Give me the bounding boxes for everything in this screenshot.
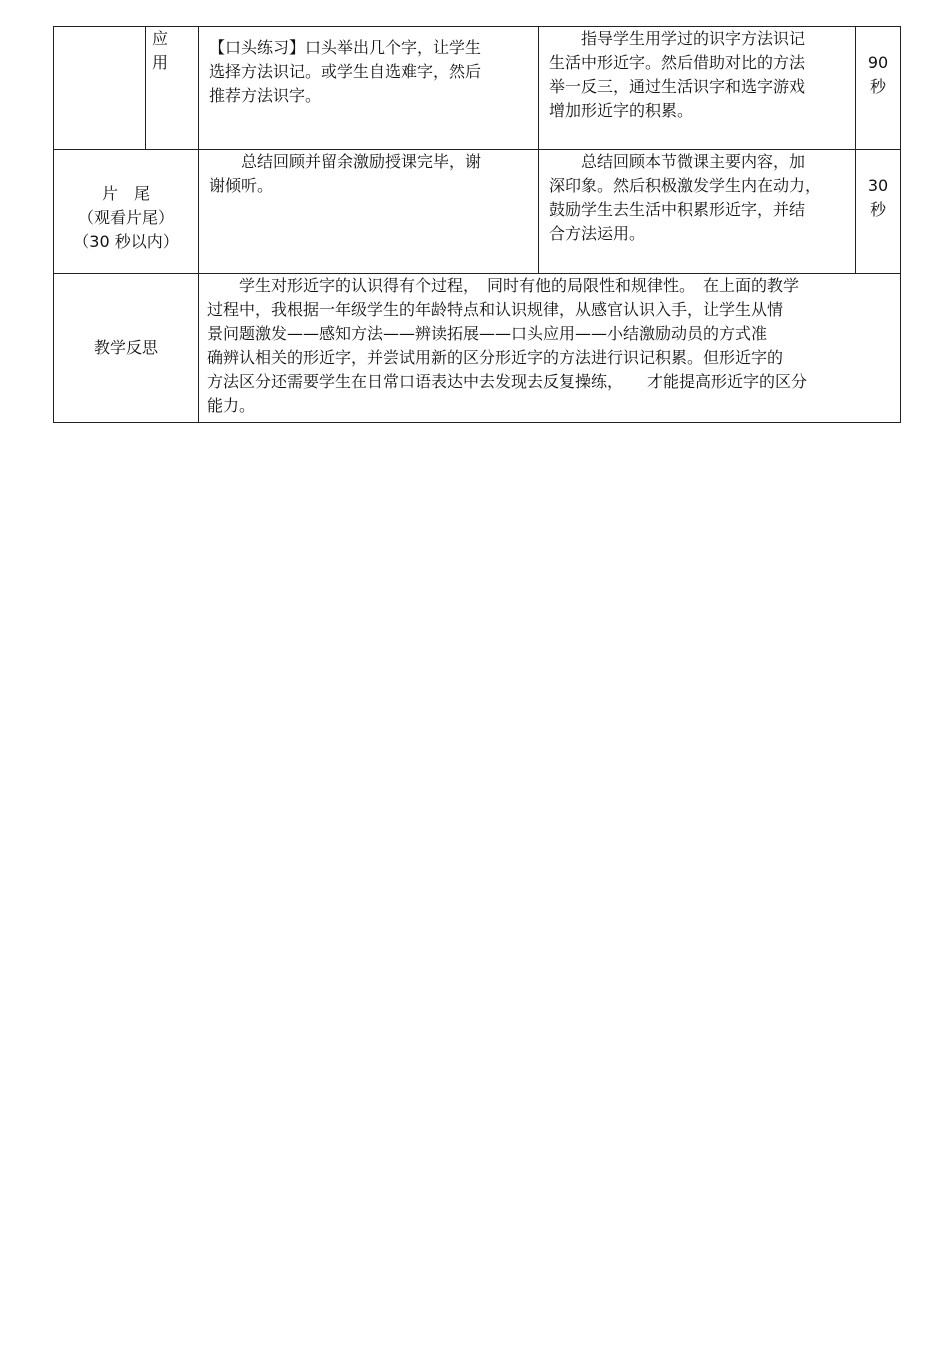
intent-text-line: 举一反三，通过生活识字和选字游戏	[549, 77, 806, 96]
substage-cell	[146, 27, 199, 150]
intent-text-line: 生活中形近字。然后借助对比的方法	[549, 53, 806, 72]
activity-cell	[199, 150, 539, 274]
intent-text-line: 总结回顾本节微课主要内容，加	[581, 152, 806, 171]
activity-text-line: 推荐方法识字。	[209, 86, 322, 105]
table-row-application	[54, 27, 901, 150]
time-cell	[856, 27, 901, 150]
reflection-text-line: 方法区分还需要学生在日常口语表达中去发现去反复操练， 才能提高形近字的区分	[207, 372, 808, 391]
stage-label-line: （30 秒以内）	[73, 231, 179, 251]
time-value: 30	[867, 176, 889, 195]
stage-cell-empty	[54, 27, 146, 150]
substage-label-line: 应	[152, 29, 169, 48]
table-row-reflection	[54, 274, 901, 423]
intent-cell	[539, 27, 856, 150]
reflection-text-line: 确辨认相关的形近字，并尝试用新的区分形近字的方法进行识记积累。但形近字的	[207, 348, 784, 367]
time-unit: 秒	[869, 200, 886, 219]
intent-text-line: 合方法运用。	[549, 224, 646, 243]
stage-cell-ending	[54, 150, 199, 274]
time-cell	[856, 150, 901, 274]
reflection-text-cell	[199, 274, 901, 423]
substage-label-line: 用	[152, 53, 169, 72]
table-row-ending	[54, 150, 901, 274]
activity-text-line: 【口头练习】口头举出几个字，让学生	[209, 38, 482, 57]
reflection-text-line: 景问题激发——感知方法——辨读拓展——口头应用——小结激励动员的方式准	[207, 324, 768, 343]
stage-label-line: 片 尾	[101, 183, 150, 203]
intent-text-line: 深印象。然后积极激发学生内在动力，	[549, 176, 822, 195]
reflection-text-line: 过程中，我根据一年级学生的年龄特点和认识规律，从感官认识入手，让学生从情	[207, 300, 784, 319]
reflection-text-line: 学生对形近字的认识得有个过程， 同时有他的局限性和规律性。 在上面的教学	[239, 276, 800, 295]
time-unit: 秒	[869, 77, 886, 96]
time-value: 90	[867, 53, 889, 72]
reflection-label-cell	[54, 274, 199, 423]
reflection-text-line: 能力。	[207, 396, 256, 415]
intent-cell	[539, 150, 856, 274]
activity-text-line: 总结回顾并留余激励授课完毕，谢	[241, 152, 482, 171]
intent-text-line: 增加形近字的积累。	[549, 101, 694, 120]
activity-text-line: 谢倾听。	[209, 176, 274, 195]
activity-cell	[199, 27, 539, 150]
lesson-plan-table	[53, 26, 901, 423]
activity-text-line: 选择方法识记。或学生自选难字，然后	[209, 62, 482, 81]
reflection-label: 教学反思	[93, 338, 158, 357]
intent-text-line: 指导学生用学过的识字方法识记	[581, 29, 806, 48]
stage-label-line: （观看片尾）	[77, 207, 174, 227]
intent-text-line: 鼓励学生去生活中积累形近字，并结	[549, 200, 806, 219]
